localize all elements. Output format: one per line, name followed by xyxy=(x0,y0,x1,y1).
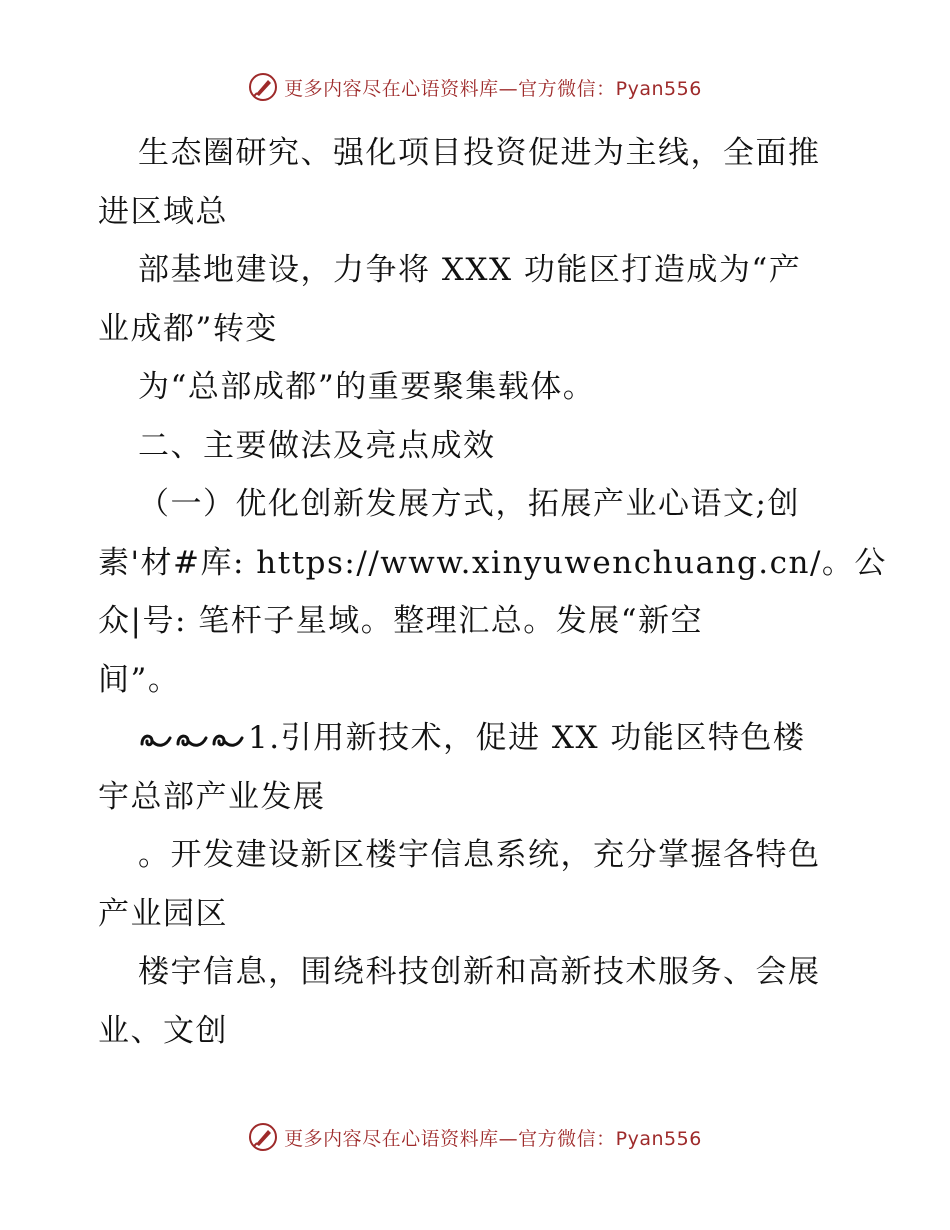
flourish-ornament-icon xyxy=(138,728,246,752)
paragraph-line: 楼宇信息，围绕科技创新和高新技术服务、会展 xyxy=(138,954,821,990)
footer-watermark xyxy=(0,1122,950,1152)
paragraph-line: 业成都”转变 xyxy=(98,310,278,347)
section-heading: 二、主要做法及亮点成效 xyxy=(138,427,496,464)
quill-logo-icon xyxy=(248,72,278,102)
paragraph-line: 生态圈研究、强化项目投资促进为主线，全面推 xyxy=(138,135,821,171)
header-watermark-text: 更多内容尽在心语资料库—官方微信：Pyan556 xyxy=(284,77,702,100)
footer-watermark-text: 更多内容尽在心语资料库—官方微信：Pyan556 xyxy=(284,1127,702,1150)
item-heading-text: 1.引用新技术，促进 XX 功能区特色楼 xyxy=(248,720,806,756)
paragraph-line: 。开发建设新区楼宇信息系统，充分掌握各特色 xyxy=(138,837,821,873)
item-heading-line xyxy=(98,709,858,768)
quill-logo-icon xyxy=(248,1122,278,1152)
paragraph-line: 素'材#库: https://www.xinyuwenchuang.cn/。公 xyxy=(98,544,887,581)
subsection-heading: （一）优化创新发展方式，拓展产业心语文;创 xyxy=(138,486,800,522)
paragraph-line: 进区域总 xyxy=(98,193,228,230)
paragraph-line: 产业园区 xyxy=(98,895,228,932)
paragraph-line: 业、文创 xyxy=(98,1012,228,1049)
paragraph-line: 众|号: 笔杆子星域。整理汇总。发展“新空 xyxy=(98,603,704,639)
document-body xyxy=(98,124,887,1060)
paragraph-line: 为“总部成都”的重要聚集载体。 xyxy=(138,369,596,405)
paragraph-line: 部基地建设，力争将 XXX 功能区打造成为“产 xyxy=(138,252,802,288)
paragraph-line: 间”。 xyxy=(98,661,181,698)
header-watermark xyxy=(0,72,950,102)
paragraph-line: 宇总部产业发展 xyxy=(98,778,326,815)
